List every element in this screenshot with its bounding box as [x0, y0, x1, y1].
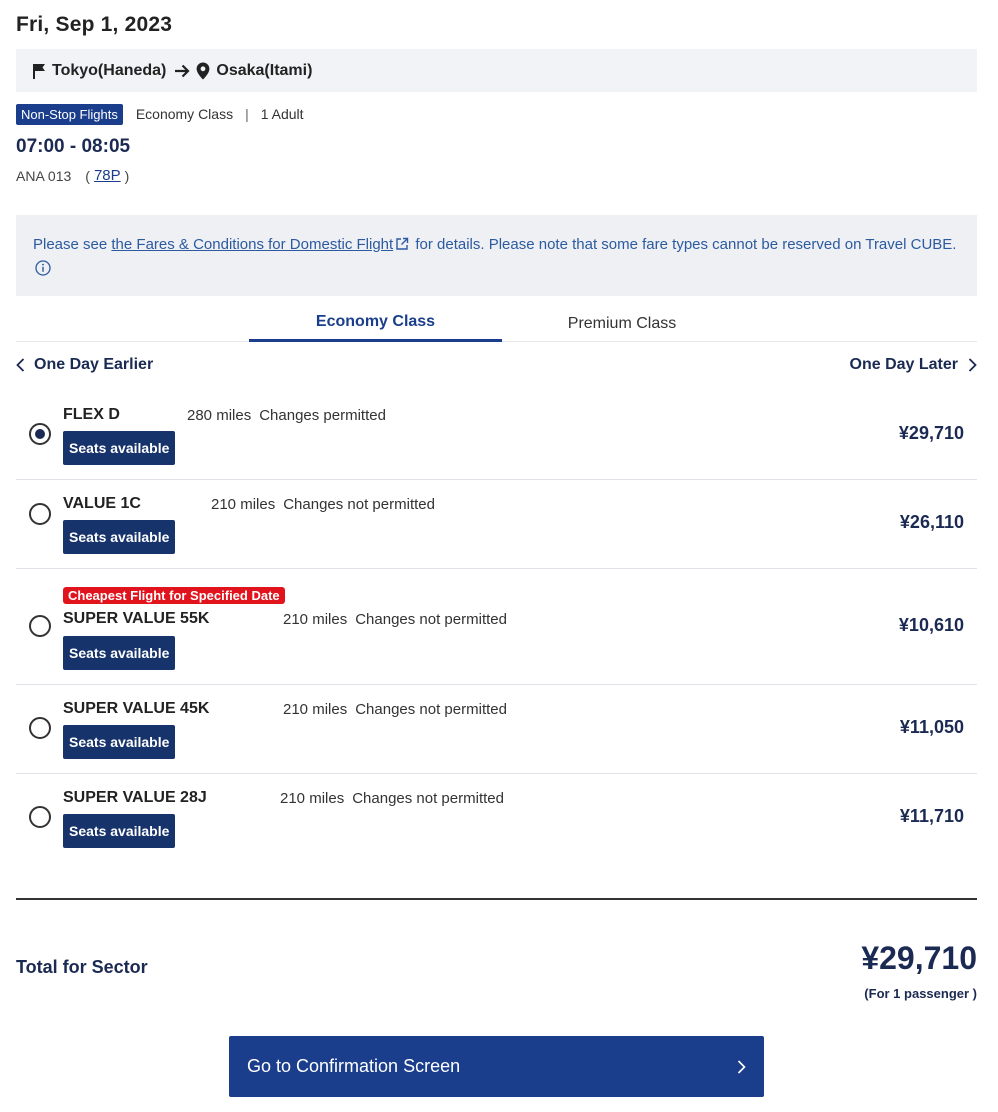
- total-price: ¥29,710: [861, 940, 977, 976]
- fare-name: SUPER VALUE 45K: [63, 700, 210, 717]
- arrow-right-icon: [174, 64, 190, 78]
- fare-radio[interactable]: [29, 806, 51, 828]
- chevron-right-icon: [968, 358, 977, 372]
- flight-meta: [16, 103, 304, 125]
- flight-number-row: [16, 167, 129, 184]
- one-day-later-label: One Day Later: [849, 356, 958, 373]
- seats-available-badge: Seats available: [63, 520, 175, 554]
- tab-premium-class[interactable]: Premium Class: [567, 314, 677, 332]
- total-label: Total for Sector: [16, 957, 148, 977]
- fare-row[interactable]: [16, 685, 977, 774]
- fares-conditions-link[interactable]: the Fares & Conditions for Domestic Flight: [111, 236, 394, 253]
- fare-miles-conditions: [211, 496, 435, 513]
- fare-miles-conditions: [283, 611, 507, 628]
- seats-available-badge: Seats available: [63, 431, 175, 465]
- seats-available-badge: Seats available: [63, 636, 175, 670]
- fare-price: ¥10,610: [898, 615, 964, 635]
- fare-miles: 210 miles: [280, 790, 345, 807]
- fare-changes: Changes not permitted: [355, 701, 507, 718]
- flight-date: Fri, Sep 1, 2023: [16, 13, 173, 36]
- fare-name: VALUE 1C: [63, 495, 141, 512]
- fare-radio[interactable]: [29, 423, 51, 445]
- fare-miles: 210 miles: [211, 496, 276, 513]
- fare-name: SUPER VALUE 28J: [63, 789, 207, 806]
- fare-notice: [16, 215, 977, 296]
- fare-changes: Changes not permitted: [283, 496, 435, 513]
- fare-list: [16, 390, 977, 863]
- seats-available-badge: Seats available: [63, 814, 175, 848]
- class-tabs: [16, 305, 977, 342]
- fare-miles-conditions: [187, 407, 386, 424]
- confirm-button-label: Go to Confirmation Screen: [247, 1056, 461, 1076]
- one-day-later-link[interactable]: [850, 356, 977, 374]
- fare-miles-conditions: [280, 790, 504, 807]
- one-day-earlier-label: One Day Earlier: [34, 356, 154, 373]
- one-day-earlier-link[interactable]: [16, 356, 153, 374]
- info-icon[interactable]: [35, 260, 51, 283]
- passenger-count: 1 Adult: [260, 106, 304, 122]
- fare-name: FLEX D: [63, 406, 120, 423]
- route-bar: [16, 49, 977, 92]
- paren-close: ): [124, 167, 130, 184]
- external-link-icon[interactable]: [395, 235, 409, 258]
- aircraft-link[interactable]: 78P: [93, 167, 121, 184]
- notice-suffix: for details. Please note that some fare types cannot be reserved on Travel CUBE.: [411, 236, 957, 253]
- chevron-left-icon: [16, 358, 25, 372]
- fare-price: ¥29,710: [898, 423, 964, 443]
- fare-price: ¥11,710: [899, 806, 964, 826]
- paren-open: (: [85, 167, 90, 184]
- fare-row[interactable]: [16, 569, 977, 685]
- total-passenger-note: (For 1 passenger ): [864, 986, 977, 1001]
- fare-row[interactable]: [16, 774, 977, 863]
- flight-number: ANA 013: [16, 167, 72, 184]
- location-pin-icon: [196, 62, 210, 80]
- fare-miles: 210 miles: [283, 701, 348, 718]
- fare-miles: 280 miles: [187, 407, 252, 424]
- cabin-class: Economy Class: [135, 106, 234, 122]
- notice-prefix: Please see: [33, 236, 112, 253]
- fare-row[interactable]: [16, 390, 977, 480]
- cheapest-flight-tag: Cheapest Flight for Specified Date: [63, 587, 285, 604]
- origin-name: Tokyo(Haneda): [52, 61, 167, 79]
- fare-name: SUPER VALUE 55K: [63, 610, 210, 627]
- tab-economy-class[interactable]: Economy Class: [249, 305, 502, 342]
- fare-changes: Changes not permitted: [352, 790, 504, 807]
- fare-radio[interactable]: [29, 503, 51, 525]
- fare-changes: Changes not permitted: [355, 611, 507, 628]
- non-stop-badge: Non-Stop Flights: [16, 104, 123, 125]
- total-divider: [16, 898, 977, 900]
- seats-available-badge: Seats available: [63, 725, 175, 759]
- meta-separator: |: [245, 106, 249, 122]
- flight-time: 07:00 - 08:05: [16, 136, 131, 157]
- destination-name: Osaka(Itami): [216, 61, 313, 79]
- flag-icon: [32, 63, 46, 79]
- fare-miles: 210 miles: [283, 611, 348, 628]
- fare-price: ¥26,110: [899, 512, 964, 532]
- fare-price: ¥11,050: [899, 717, 964, 737]
- fare-radio[interactable]: [29, 615, 51, 637]
- chevron-right-icon: [737, 1060, 746, 1074]
- fare-radio[interactable]: [29, 717, 51, 739]
- fare-row[interactable]: [16, 480, 977, 569]
- fare-miles-conditions: [283, 701, 507, 718]
- fare-changes: Changes permitted: [259, 407, 386, 424]
- go-to-confirmation-button[interactable]: [229, 1036, 764, 1097]
